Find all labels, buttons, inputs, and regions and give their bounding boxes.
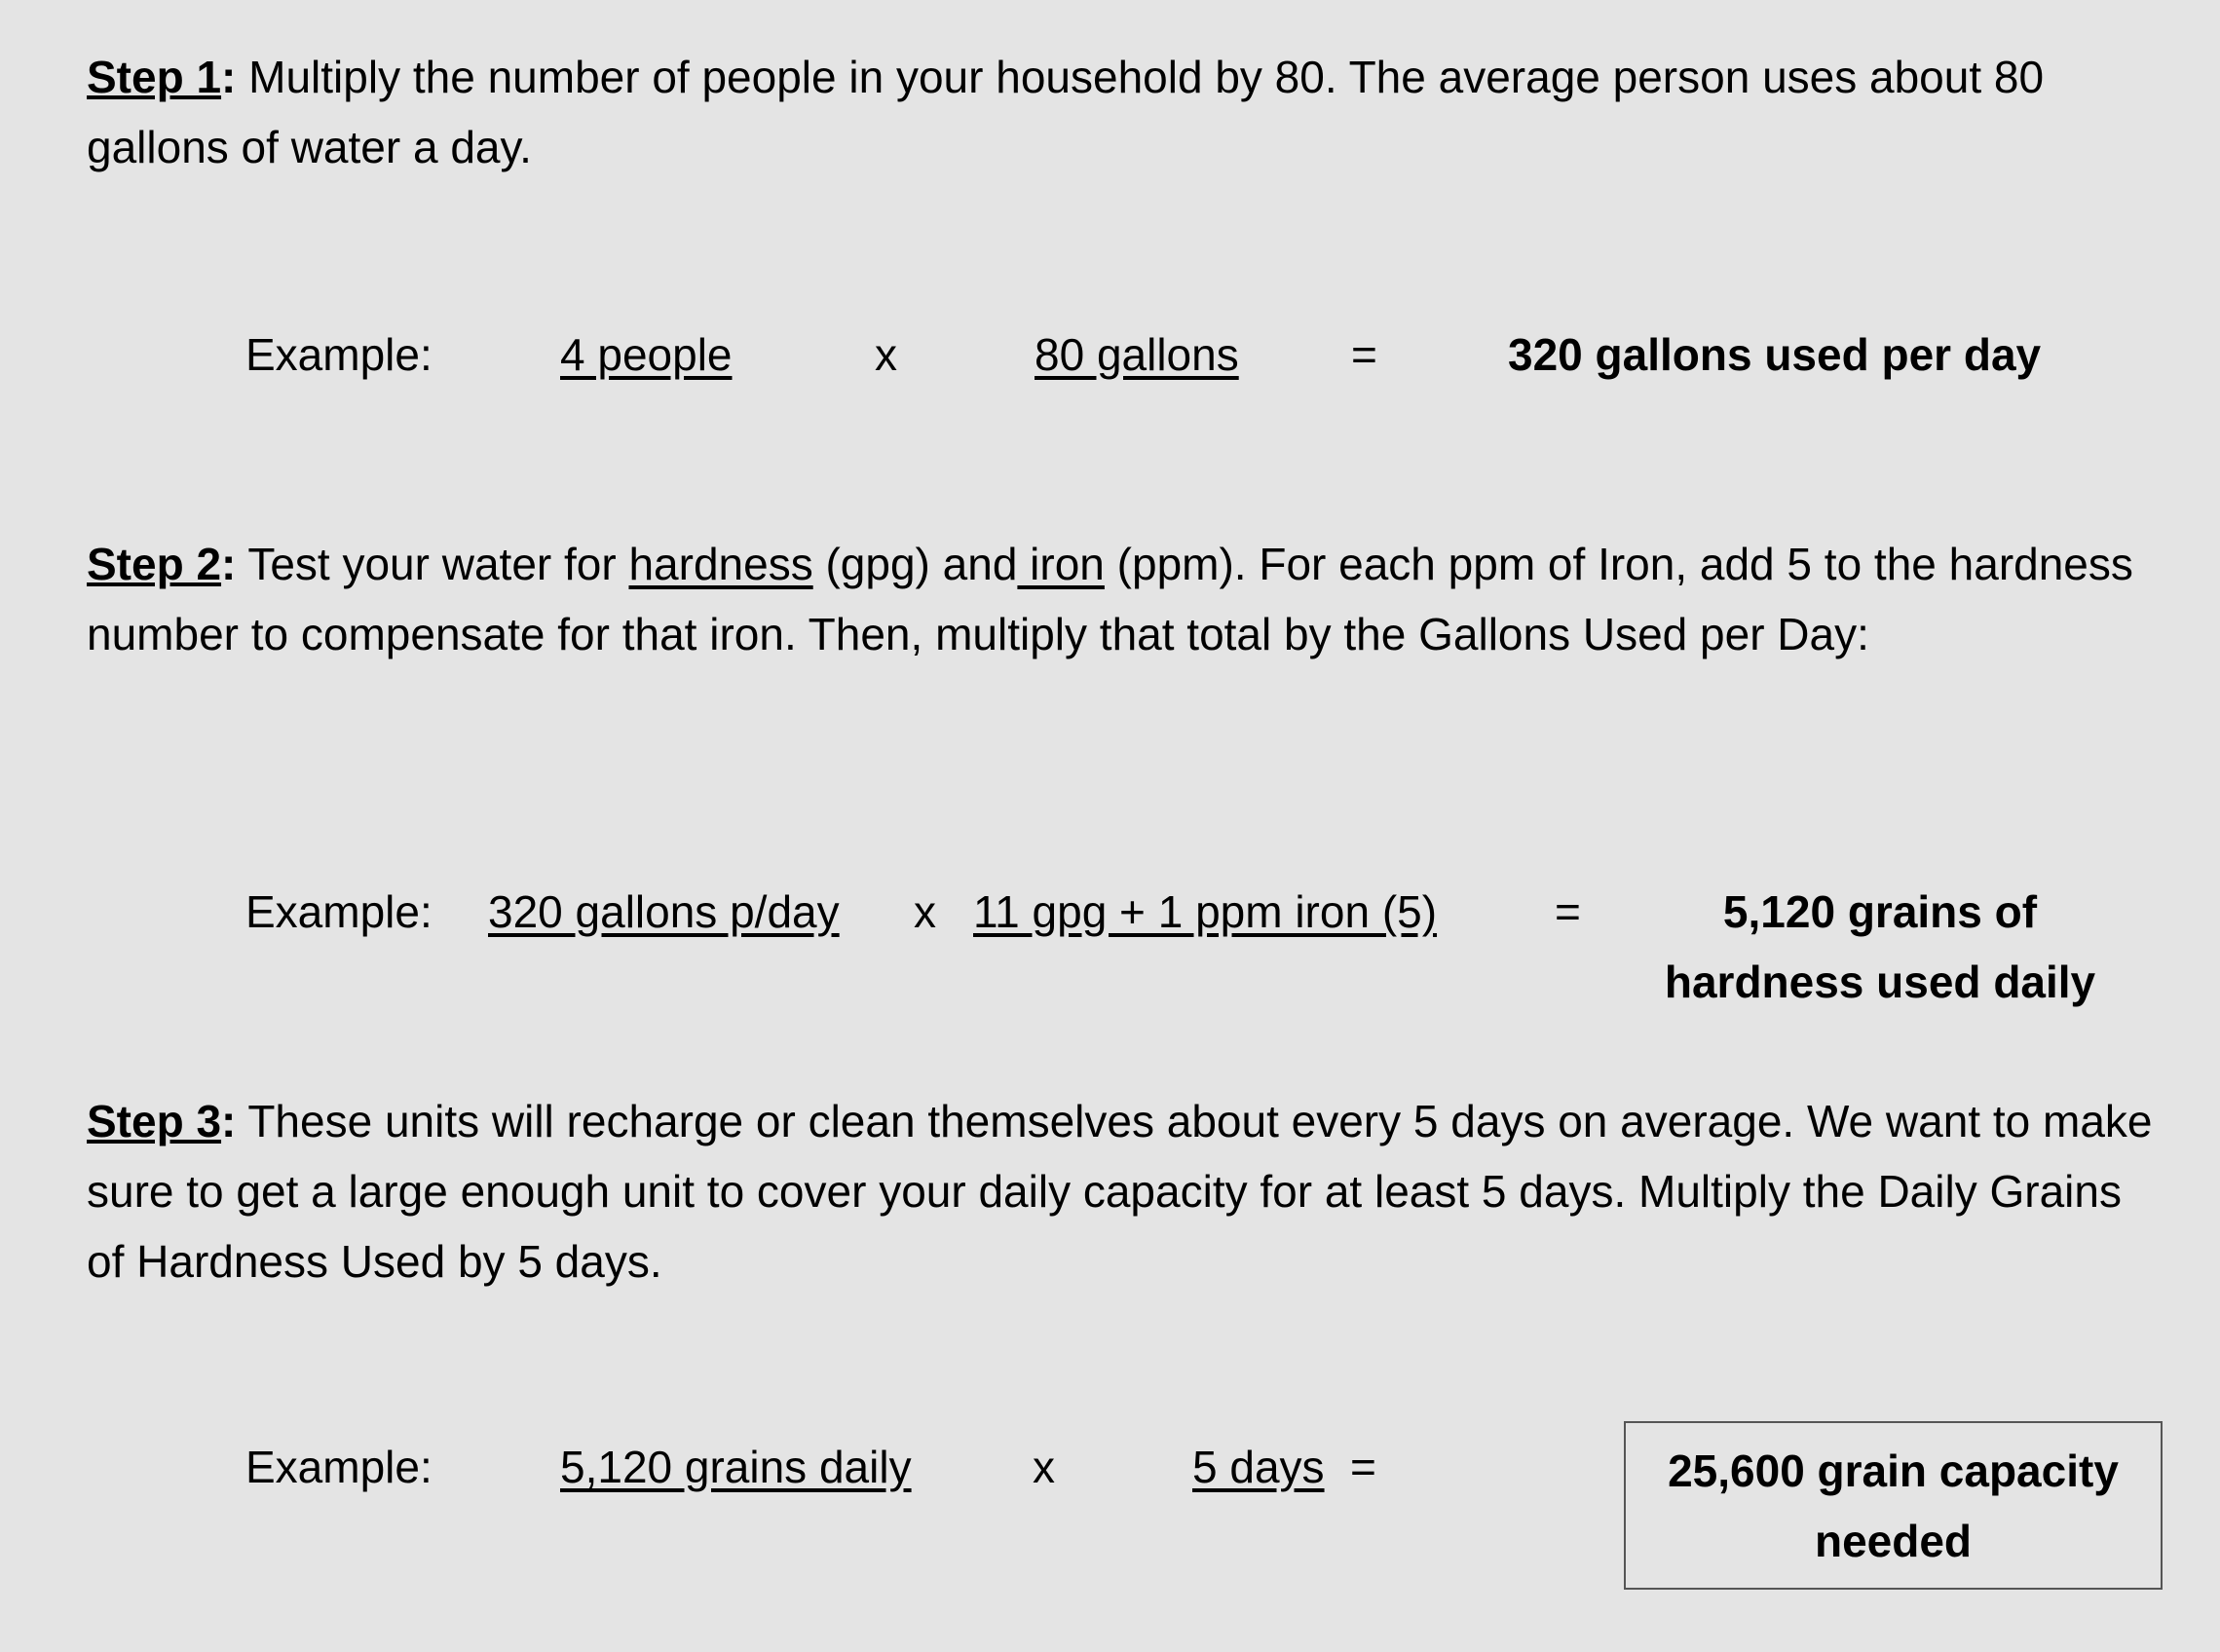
step-3-equals: =: [1350, 1442, 1376, 1492]
iron-term: iron: [1017, 539, 1105, 589]
step-1-text: Multiply the number of people in your household by 80. The average person uses about 80 gallons of water a day.: [87, 52, 2045, 172]
step-2-equals: =: [1555, 886, 1581, 937]
step-2-example-label: Example:: [245, 886, 433, 937]
step-1-operand-a: 4 people: [560, 329, 733, 380]
step-3-result-line-2: needed: [1814, 1515, 1973, 1566]
step-2-operand-a: 320 gallons p/day: [488, 886, 840, 937]
step-3-operator: x: [1033, 1442, 1055, 1492]
step-1-operand-b: 80 gallons: [1035, 329, 1239, 380]
step-3-result-box: [1624, 1421, 2163, 1590]
step-1-label: Step 1:: [87, 52, 237, 102]
step-1-paragraph: [87, 42, 2166, 182]
step-1-operator: x: [875, 329, 897, 380]
step-2-operator: x: [914, 886, 936, 937]
step-2-result-line-1: 5,120 grains of: [1722, 886, 2038, 937]
step-2-result: [1637, 877, 2124, 1017]
step-3-paragraph: [87, 1086, 2166, 1296]
step-2-operand-b: 11 gpg + 1 ppm iron (5): [973, 886, 1438, 937]
step-3-result-line-1: 25,600 grain capacity: [1668, 1445, 2119, 1496]
step-1-equals: =: [1351, 329, 1377, 380]
step-2-label: Step 2:: [87, 539, 237, 589]
step-2-paragraph: Step 2: Test your water for hardness (gpg) and iron (ppm). For each ppm of Iron, add 5 to the hardness number to compensate for that iron. Then, multiply that total by the Gallons Used per Day:: [87, 539, 2133, 659]
step-3-example-label: Example:: [245, 1442, 433, 1492]
step-1-result: 320 gallons used per day: [1508, 329, 2042, 380]
step-2-result-line-2: hardness used daily: [1664, 957, 2096, 1007]
step-1-example-label: Example:: [245, 329, 433, 380]
step-3-operand-b: 5 days: [1192, 1442, 1325, 1492]
hardness-term: hardness: [628, 539, 813, 589]
step-3-label: Step 3:: [87, 1096, 237, 1146]
step-3-text: These units will recharge or clean themselves about every 5 days on average. We want to make sure to get a large enough unit to cover your daily capacity for at least 5 days. Multiply the Daily Grains of Hardness Used by 5 days.: [87, 1096, 2153, 1287]
step-3-operand-a: 5,120 grains daily: [560, 1442, 912, 1492]
